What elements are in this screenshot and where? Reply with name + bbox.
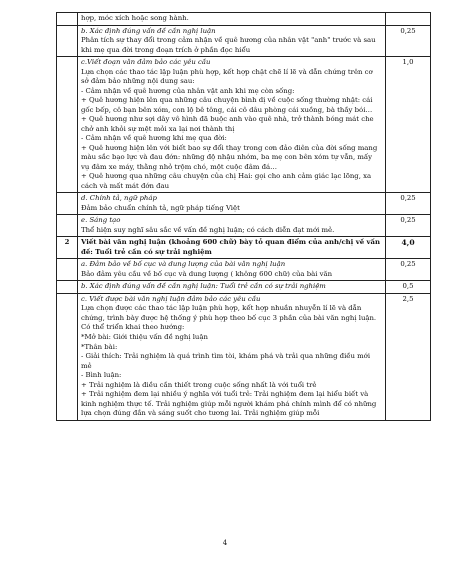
- rubric-row: [57, 193, 431, 215]
- criteria-text: Lựa chọn được các thao tác lập luận phù hợp, kết hợp nhuần nhuyễn lí lẽ và dẫn chứng, trình bày được hệ thống ý phù hợp theo bố cục 3 phần của bài văn nghị luận. Có thể triển khai theo hướng:: [81, 304, 377, 332]
- rubric-row: [57, 215, 431, 237]
- criteria-text: c.Viết đoạn văn đảm bảo các yêu cầu: [81, 58, 211, 67]
- grading-rubric-table: [56, 12, 431, 421]
- criteria-cell: [78, 215, 386, 237]
- criteria-cell: [78, 259, 386, 281]
- criteria-text: Phân tích sự thay đổi trong cảm nhận về quê hương của nhân vật "anh" trước và sau khi mẹ qua đời trong đoạn trích ở phần đọc hiểu: [81, 36, 376, 54]
- criteria-text: *Mở bài: Giới thiệu vấn đề nghị luận: [81, 332, 208, 341]
- criteria-text: + Trải nghiệm đem lại nhiều ý nghĩa với tuổi trẻ: Trải nghiệm đem lại hiểu biết và kinh nghiệm thực tế. Trải nghiệm giúp mỗi người khám phá chính mình để có những lựa chọn đúng đắn và sáng suốt cho tương lai. Trải nghiệm giúp mỗi: [81, 390, 377, 418]
- rubric-row: [57, 13, 431, 26]
- criteria-text: Viết bài văn nghị luận (khoảng 600 chữ) bày tỏ quan điểm của anh/chị về vấn đề: Tuổi trẻ cần có sự trải nghiệm: [81, 238, 380, 256]
- page-number: 4: [222, 539, 228, 547]
- criteria-text: - Bình luận:: [81, 371, 122, 380]
- score-cell: 0,25: [386, 215, 431, 237]
- criteria-text: e. Sáng tạo: [81, 216, 121, 225]
- question-number-cell: [57, 57, 78, 193]
- question-number-cell: [57, 293, 78, 420]
- criteria-text: Đảm bảo chuẩn chính tả, ngữ pháp tiếng Việt: [81, 203, 240, 212]
- rubric-body: [57, 13, 431, 421]
- criteria-text: b. Xác định đúng vấn đề cần nghị luận: [81, 26, 216, 35]
- score-cell: 4,0: [386, 237, 431, 259]
- criteria-cell: [78, 13, 386, 26]
- question-number-cell: [57, 259, 78, 281]
- criteria-text: Lựa chọn các thao tác lập luận phù hợp, kết hợp chặt chẽ lí lẽ và dẫn chứng trên cơ sở đảm bảo những nội dung sau:: [81, 67, 373, 86]
- criteria-text: - Giải thích: Trải nghiệm là quá trình tìm tòi, khám phá và trải qua những điều mới mẻ: [81, 352, 371, 370]
- score-cell: 1,0: [386, 57, 431, 193]
- rubric-row: [57, 57, 431, 193]
- criteria-text: b. Xác định đúng vấn đề cần nghị luận: Tuổi trẻ cần có sự trải nghiệm: [81, 282, 326, 291]
- rubric-row: [57, 281, 431, 294]
- criteria-text: + Quê hương hiện lên với biết bao sự đổi thay trong cơn đảo điên của đời sống mang màu sắc bạo lực và đau đớn: những độ nhậu nhóm, ba mẹ con bên xóm tự vẫn, mấy vụ đâm xe máy, thằng nhỏ trộm chó, một cuộc đâm đá…: [81, 143, 378, 171]
- criteria-cell: [78, 57, 386, 193]
- criteria-cell: [78, 25, 386, 57]
- criteria-cell: [78, 237, 386, 259]
- rubric-row: [57, 293, 431, 420]
- score-cell: 0,25: [386, 193, 431, 215]
- score-cell: 0,5: [386, 281, 431, 294]
- criteria-text: - Cảm nhận về quê hương khi mẹ qua đời:: [81, 134, 227, 143]
- criteria-text: c. Viết được bài văn nghị luận đảm bảo các yêu cầu: [81, 294, 261, 303]
- criteria-text: hợp, móc xích hoặc song hành.: [81, 14, 189, 22]
- criteria-text: a. Đảm bảo về bố cục và dung lượng của bài văn nghị luận: [81, 260, 286, 269]
- rubric-row: [57, 259, 431, 281]
- question-number-cell: [57, 215, 78, 237]
- score-cell: [386, 13, 431, 26]
- question-number-cell: [57, 13, 78, 26]
- criteria-text: *Thân bài:: [81, 342, 118, 351]
- criteria-text: Bảo đảm yêu cầu về bố cục và dung lượng ( không 600 chữ) của bài văn: [81, 269, 333, 278]
- rubric-row: [57, 25, 431, 57]
- criteria-text: + Quê hương hiện lên qua những câu chuyện bình dị về cuộc sống thường nhật: cái gốc bếp, cô bạn bên xóm, con lộ bê tông, cái cô dâu phòng cái xuồng, bà thầy bói…: [81, 96, 373, 114]
- criteria-cell: [78, 281, 386, 294]
- criteria-cell: [78, 193, 386, 215]
- rubric-row: [57, 237, 431, 259]
- criteria-text: d. Chính tả, ngữ pháp: [81, 194, 157, 203]
- score-cell: 0,25: [386, 25, 431, 57]
- question-number-cell: [57, 25, 78, 57]
- score-cell: 2,5: [386, 293, 431, 420]
- question-number-cell: [57, 193, 78, 215]
- criteria-text: + Quê hương qua những câu chuyện của chị Hai: gọi cho anh cảm giác lạc lõng, xa cách và mất mát đớn đau: [81, 172, 372, 190]
- criteria-text: + Trải nghiệm là điều cần thiết trong cuộc sống nhất là với tuổi trẻ: [81, 380, 317, 389]
- criteria-text: Thể hiện suy nghĩ sâu sắc về vấn đề nghị luận; có cách diễn đạt mới mẻ.: [81, 225, 335, 234]
- criteria-text: + Quê hương như sợi dây vô hình đã buộc anh vào quê nhà, trở thành bóng mát che chở anh khỏi sự mệt mỏi xa lại nơi thành thị: [81, 115, 374, 133]
- criteria-text: - Cảm nhận về quê hương của nhân vật anh khi mẹ còn sống:: [81, 86, 295, 95]
- score-cell: 0,25: [386, 259, 431, 281]
- question-number-cell: 2: [57, 237, 78, 259]
- question-number-cell: [57, 281, 78, 294]
- criteria-cell: [78, 293, 386, 420]
